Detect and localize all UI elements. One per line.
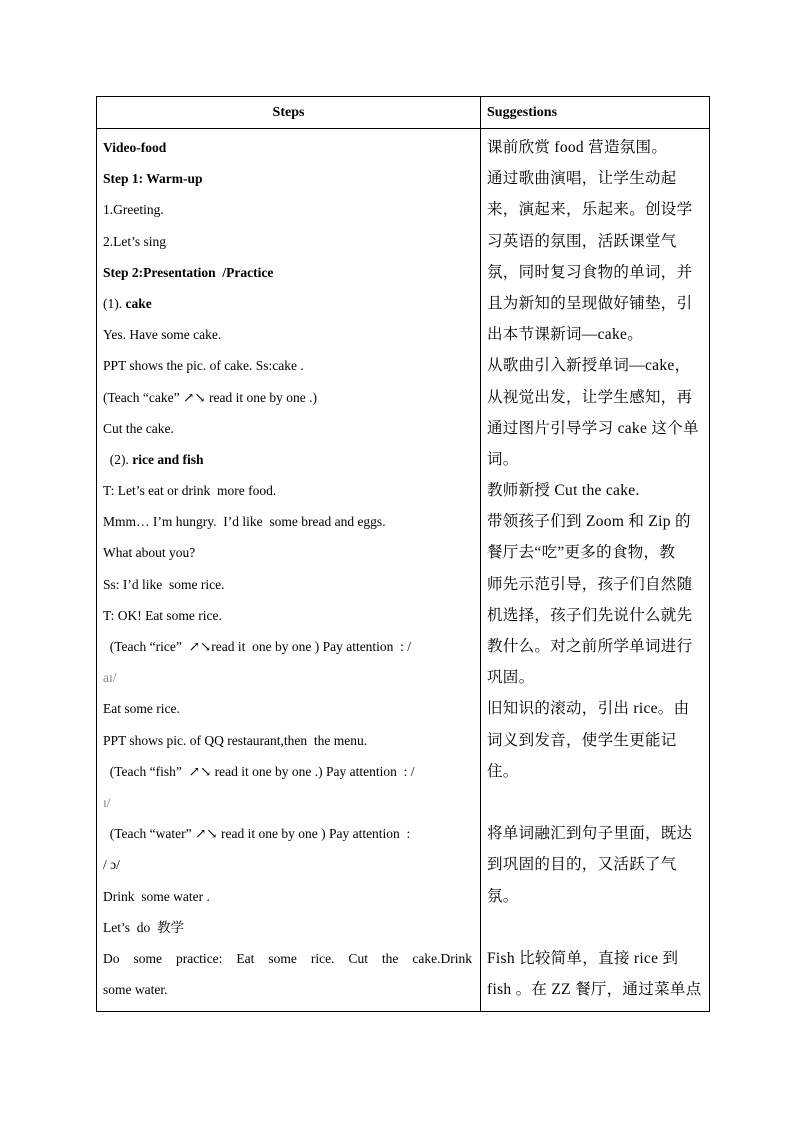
suggestion-line: 住。 [487, 762, 519, 780]
step-line [103, 818, 480, 849]
step-line-text: some water. [103, 982, 168, 998]
suggestion-line: 旧知识的滚动，引出 rice。由 [487, 700, 690, 718]
suggestion-line: 教什么。对之前所学单词进行 [487, 638, 693, 655]
suggestion-line: 氛，同时复习食物的单词，并 [487, 263, 693, 281]
step-line [103, 725, 480, 756]
step-line-text: Video-food [103, 140, 167, 155]
suggestion-line: 巩固。 [487, 669, 535, 687]
step-line [103, 444, 480, 475]
step-line-text: 2.Let’s sing [103, 233, 166, 249]
step-line [103, 506, 480, 537]
step-line-text: Drink some water . [103, 888, 210, 904]
step-line-text: Cut the cake. [103, 420, 174, 436]
step-line-text: T: Let’s eat or drink more food. [103, 483, 277, 499]
suggestion-line: 将单词融汇到句子里面，既达 [487, 825, 693, 843]
lesson-table [96, 96, 710, 1012]
suggestion-line: 通过图片引导学习 cake 这个单 [487, 419, 699, 437]
suggestion-line: 到巩固的目的，又活跃了气 [487, 856, 677, 874]
steps-header: Steps [97, 97, 481, 129]
step-line-text: Step 2:Presentation /Practice [103, 264, 274, 280]
step-line-text: Ss: I’d like some rice. [103, 576, 225, 592]
step-line [103, 631, 480, 662]
step-line-text: aɪ/ [103, 670, 117, 686]
suggestion-line: fish 。在 ZZ 餐厅，通过菜单点 [487, 981, 702, 999]
step-line-text: (Teach “rice” ↗↘read it one by one ) Pay attention : / [103, 639, 412, 654]
suggestion-line: 带领孩子们到 Zoom 和 Zip 的 [487, 513, 691, 531]
step-line [103, 662, 480, 693]
step-line [103, 912, 480, 943]
step-line-text: (Teach “cake” ↗↘ read it one by one .) [103, 389, 317, 405]
step-line-text: Mmm… I’m hungry. I’d like some bread and eggs. [103, 514, 386, 530]
steps-cell [97, 129, 481, 1012]
step-line [103, 881, 480, 912]
step-line [103, 693, 480, 724]
step-line-text: PPT shows pic. of QQ restaurant,then the menu. [103, 732, 368, 748]
step-line [103, 194, 480, 225]
suggestion-line: 来，演起来，乐起来。创设学 [487, 201, 693, 219]
step-line [103, 943, 480, 974]
step-line-text: PPT shows the pic. of cake. Ss:cake . [103, 358, 304, 374]
step-line [103, 288, 480, 319]
step-line-text: Yes. Have some cake. [103, 327, 222, 343]
step-line-text: Step 1: Warm-up [103, 171, 203, 187]
suggestion-line: Fish 比较简单，直接 rice 到 [487, 949, 679, 967]
step-line [103, 787, 480, 818]
suggestion-line: 氛。 [487, 887, 519, 905]
step-line-keyword: cake [125, 295, 152, 311]
step-line [103, 163, 480, 194]
step-line [103, 756, 480, 787]
table-header-row [97, 97, 710, 129]
step-line-text: T: OK! Eat some rice. [103, 607, 222, 623]
step-line [103, 569, 480, 600]
suggestion-line: 习英语的氛围，活跃课堂气 [487, 232, 677, 250]
suggestion-line: 课前欣赏 food 营造氛围。 [487, 139, 668, 156]
step-line [103, 537, 480, 568]
step-line [103, 257, 480, 288]
step-line [103, 350, 480, 381]
step-line-text: / ɔ/ [103, 857, 120, 873]
suggestion-line [487, 912, 709, 943]
suggestion-line: 机选择，孩子们先说什么就先 [487, 606, 693, 624]
suggestions-cell [481, 129, 710, 1012]
suggestion-line: 通过歌曲演唱，让学生动起 [487, 170, 677, 188]
step-line-text: (Teach “water” ↗↘ read it one by one ) Pay attention : [103, 826, 411, 842]
step-line [103, 132, 480, 163]
suggestion-line: 词义到发音，使学生更能记 [487, 731, 677, 749]
step-line-text: What about you? [103, 545, 196, 561]
step-line-text: ɪ/ [103, 794, 111, 810]
suggestion-line: 师先示范引导，孩子们自然随 [487, 575, 693, 593]
step-line-prefix: (2). [103, 451, 133, 467]
suggestion-line [487, 787, 709, 818]
step-line [103, 849, 480, 880]
steps-lines [97, 129, 480, 1005]
step-line [103, 475, 480, 506]
table-body-row [97, 129, 710, 1012]
suggestion-line: 词。 [487, 450, 519, 468]
suggestions-header: Suggestions [481, 97, 710, 129]
step-line-text: Let’s do 教学 [103, 919, 184, 935]
step-line-keyword: rice and fish [132, 451, 204, 467]
step-line-text: Do some practice: Eat some rice. Cut the cake.Drink [103, 950, 472, 966]
step-line [103, 600, 480, 631]
suggestions-lines [481, 129, 709, 1005]
step-line [103, 382, 480, 413]
step-line-prefix: (1). [103, 295, 126, 311]
step-line-text: (Teach “fish” ↗↘ read it one by one .) Pay attention : / [103, 763, 415, 779]
step-line-text: 1.Greeting. [103, 202, 164, 218]
suggestion-line: 教师新授 Cut the cake. [487, 482, 640, 500]
step-line [103, 226, 480, 257]
step-line [103, 319, 480, 350]
suggestion-line: 且为新知的呈现做好铺垫，引 [487, 294, 693, 312]
suggestion-line: 从视觉出发，让学生感知，再 [487, 388, 693, 406]
step-line [103, 413, 480, 444]
step-line-text: Eat some rice. [103, 701, 180, 717]
step-line [103, 974, 480, 1005]
suggestion-line: 出本节课新词—cake。 [487, 326, 643, 344]
suggestion-line: 从歌曲引入新授单词—cake， [487, 357, 691, 375]
suggestion-line: 餐厅去“吃”更多的食物，教 [487, 544, 676, 562]
